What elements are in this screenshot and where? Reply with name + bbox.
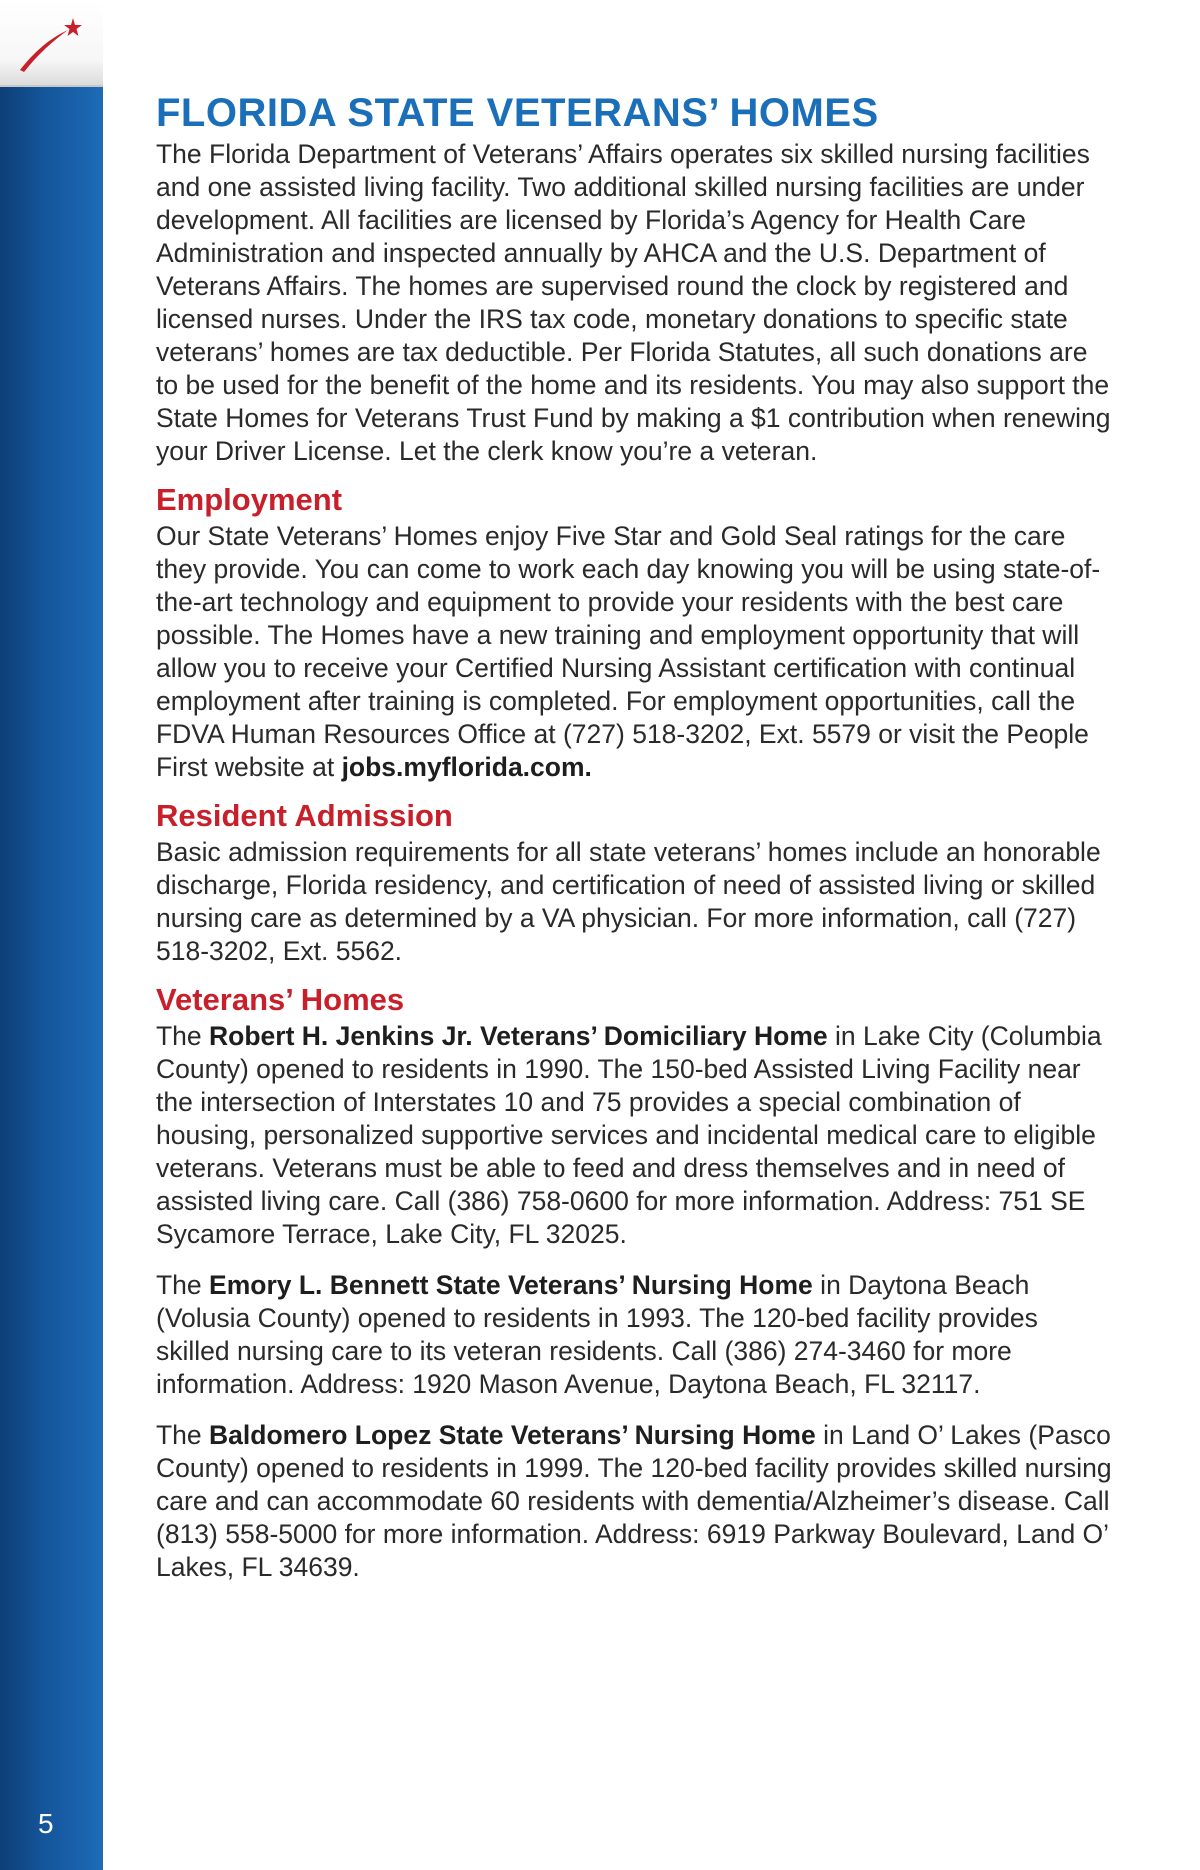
- page-title: FLORIDA STATE VETERANS’ HOMES: [156, 91, 879, 135]
- home-paragraph-jenkins: [156, 1020, 1116, 1251]
- jobs-link[interactable]: jobs.myflorida.com.: [341, 752, 592, 782]
- home-text: in Daytona Beach (Volusia County) opened to residents in 1993. The 120-bed facility provides skilled nursing care to its veteran residents. Call (386) 274-3460 for more information. Address: 1920 Mason Avenue, Daytona Beach, FL 32117.: [156, 1270, 1038, 1399]
- page-number: 5: [38, 1808, 54, 1839]
- shooting-star-icon: [16, 14, 86, 74]
- home-text: in Land O’ Lakes (Pasco County) opened to residents in 1999. The 120-bed facility provides skilled nursing care and can accommodate 60 residents with dementia/Alzheimer’s disease. Call (813) 558-5000 for more information. Address: 6919 Parkway Boulevard, Land O’ Lakes, FL 34639.: [156, 1420, 1112, 1582]
- home-prefix: The: [156, 1021, 210, 1051]
- home-text: in Lake City (Columbia County) opened to residents in 1990. The 150-bed Assisted Living Facility near the intersection of Interstates 10 and 75 provides a special combination of housing, personalized supportive services and incidental medical care to eligible veterans. Veterans must be able to feed and dress themselves and in need of assisted living care. Call (386) 758-0600 for more information. Address: 751 SE Sycamore Terrace, Lake City, FL 32025.: [156, 1021, 1102, 1249]
- homes-heading: Veterans’ Homes: [156, 982, 405, 1017]
- home-paragraph-lopez: [156, 1419, 1116, 1584]
- home-prefix: The: [156, 1270, 210, 1300]
- admission-heading: Resident Admission: [156, 798, 453, 833]
- admission-paragraph: Basic admission requirements for all state veterans’ homes include an honorable discharge, Florida residency, and certification of need of assisted living or skilled nursing care as determined by a VA physician. For more information, call (727) 518-3202, Ext. 5562.: [156, 837, 1101, 966]
- sidebar-band: [0, 0, 103, 1870]
- employment-heading: Employment: [156, 482, 343, 517]
- home-paragraph-bennett: [156, 1269, 1116, 1401]
- home-prefix: The: [156, 1420, 210, 1450]
- employment-text: Our State Veterans’ Homes enjoy Five Star and Gold Seal ratings for the care they provide. You can come to work each day knowing you will be using state-of-the-art technology and equipment to provide your residents with the best care possible. The Homes have a new training and employment opportunity that will allow you to receive your Certified Nursing Assistant certification with continual employment after training is completed. For employment opportunities, call the FDVA Human Resources Office at (727) 518-3202, Ext. 5579 or visit the People First website at: [156, 521, 1101, 782]
- main-content: [156, 88, 1116, 1584]
- employment-paragraph: [156, 520, 1116, 784]
- home-name: Emory L. Bennett State Veterans’ Nursing Home: [209, 1270, 813, 1300]
- home-name: Robert H. Jenkins Jr. Veterans’ Domiciliary Home: [209, 1021, 828, 1051]
- logo-box: [0, 0, 103, 87]
- intro-paragraph: The Florida Department of Veterans’ Affairs operates six skilled nursing facilities and one assisted living facility. Two additional skilled nursing facilities are under development. All facilities are licensed by Florida’s Agency for Health Care Administration and inspected annually by AHCA and the U.S. Department of Veterans Affairs. The homes are supervised round the clock by registered and licensed nurses. Under the IRS tax code, monetary donations to specific state veterans’ homes are tax deductible. Per Florida Statutes, all such donations are to be used for the benefit of the home and its residents. You may also support the State Homes for Veterans Trust Fund by making a $1 contribution when renewing your Driver License. Let the clerk know you’re a veteran.: [156, 139, 1111, 466]
- home-name: Baldomero Lopez State Veterans’ Nursing Home: [209, 1420, 816, 1450]
